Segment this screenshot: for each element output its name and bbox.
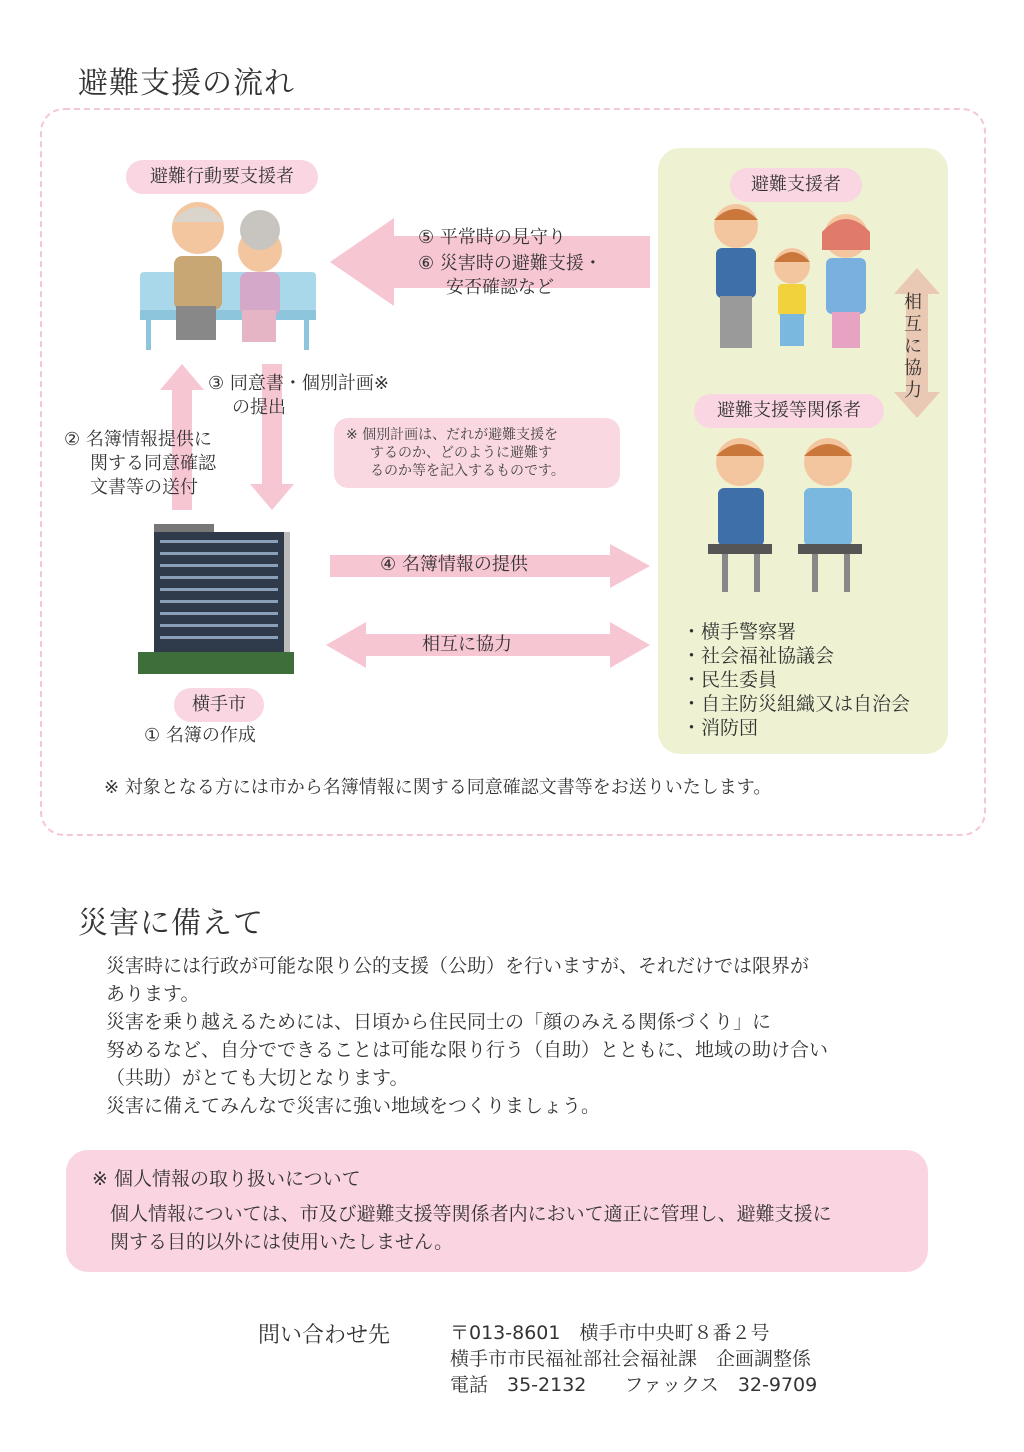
list-item: ・社会福祉協議会	[682, 645, 835, 667]
label-support-related-parties: 避難支援等関係者	[694, 394, 884, 428]
list-item: ・自主防災組織又は自治会	[682, 693, 911, 715]
privacy-body: 個人情報については、市及び避難支援等関係者内において適正に管理し、避難支援に 関する目的以外には使用いたしません。	[110, 1203, 832, 1253]
contact-details	[450, 1320, 817, 1398]
contact-label: 問い合わせ先	[258, 1323, 391, 1348]
step4-text: ④ 名簿情報の提供	[380, 554, 528, 575]
label-persons-requiring-support: 避難行動要支援者	[126, 160, 318, 194]
organization-list	[682, 620, 910, 740]
list-item: ・消防団	[682, 717, 759, 739]
mutual-cooperation-horizontal-text: 相互に協力	[422, 634, 512, 655]
step6-text-cont: 安否確認など	[446, 277, 554, 298]
label-evacuation-supporters: 避難支援者	[730, 168, 862, 202]
step2-text-cont2: 文書等の送付	[90, 477, 198, 498]
city-hall-building-illustration	[134, 518, 298, 678]
step1-text: ① 名簿の作成	[144, 725, 256, 746]
step5-text: ⑤ 平常時の見守り	[418, 227, 566, 248]
contact-address: 〒013-8601 横手市中央町８番２号	[450, 1322, 770, 1344]
elderly-couple-illustration	[136, 198, 320, 354]
privacy-heading: ※ 個人情報の取り扱いについて	[92, 1168, 361, 1190]
section-title-disaster-prep: 災害に備えて	[78, 898, 264, 942]
disaster-prep-body: 災害時には行政が可能な限り公的支援（公助）を行いますが、それだけでは限界が あります。 災害を乗り越えるためには、日頃から住民同士の「顔のみえる関係づくり」に 努めるなど、自分でできることは可能な限り行う（自助）とともに、地域の助け合い （共助）がとても大切となります。 災害に備えてみんなで災害に強い地域をつくりましょう。	[106, 955, 829, 1117]
flow-footnote: ※ 対象となる方には市から名簿情報に関する同意確認文書等をお送りいたします。	[104, 777, 772, 798]
step2-text-cont1: 関する同意確認	[90, 453, 216, 474]
individual-plan-note: ※ 個別計画は、だれが避難支援を するのか、どのように避難す るのか等を記入するものです。	[334, 418, 620, 488]
contact-department: 横手市市民福祉部社会福祉課 企画調整係	[450, 1348, 812, 1370]
family-illustration	[700, 200, 880, 356]
label-yokote-city: 横手市	[174, 688, 264, 722]
contact-phone-fax: 電話 35-2132 ファックス 32-9709	[450, 1374, 818, 1396]
step6-text: ⑥ 災害時の避難支援・	[418, 253, 602, 274]
officials-illustration	[700, 432, 876, 598]
list-item: ・民生委員	[682, 669, 778, 691]
step3-text: ③ 同意書・個別計画※	[208, 373, 389, 394]
section-title-flow: 避難支援の流れ	[78, 58, 295, 102]
list-item: ・横手警察署	[682, 621, 797, 643]
privacy-notice	[66, 1150, 928, 1272]
step2-text: ② 名簿情報提供に	[64, 429, 212, 450]
mutual-cooperation-vertical-text: 相互に協力	[904, 292, 922, 401]
step3-text-cont: の提出	[232, 397, 286, 418]
